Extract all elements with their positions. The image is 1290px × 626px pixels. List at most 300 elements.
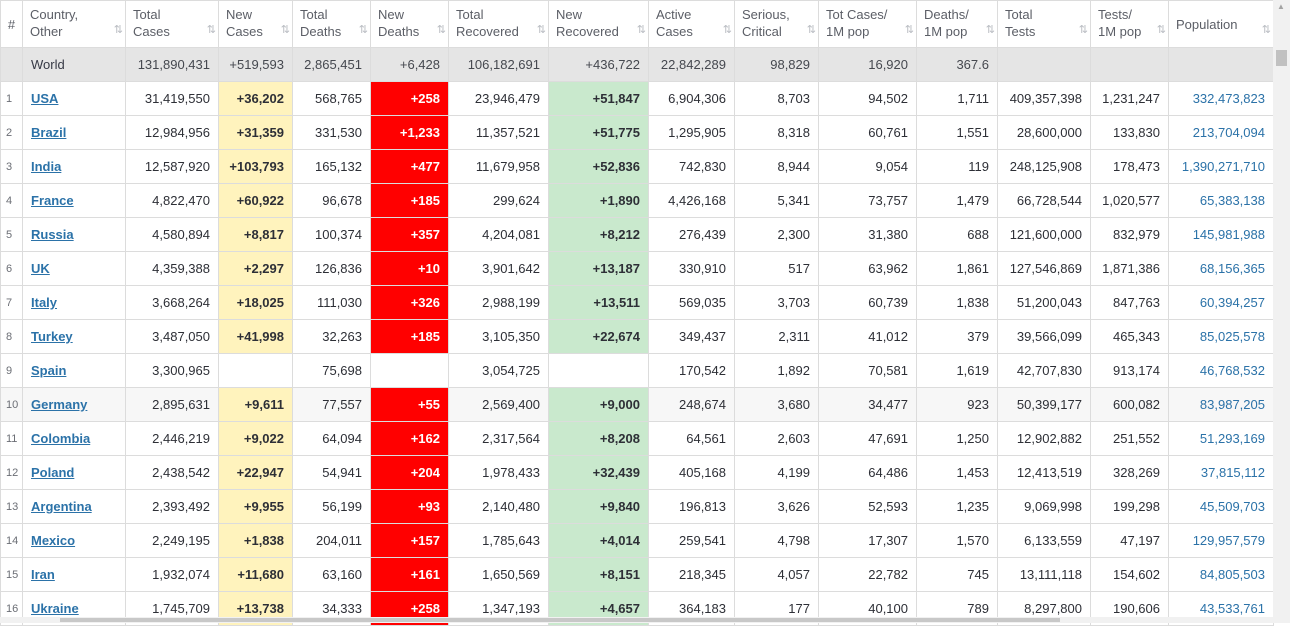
new-recovered-cell: +13,511 <box>549 286 649 320</box>
tests-per-million-cell: 600,082 <box>1091 388 1169 422</box>
new-recovered-cell: +51,775 <box>549 116 649 150</box>
tests-per-million-cell <box>1091 48 1169 82</box>
total-recovered-cell: 11,357,521 <box>449 116 549 150</box>
horizontal-scrollbar[interactable] <box>0 617 1273 623</box>
population-cell: 68,156,365 <box>1169 252 1274 286</box>
deaths-per-million-cell: 1,570 <box>917 524 998 558</box>
total-tests-cell: 66,728,544 <box>998 184 1091 218</box>
new-deaths-cell: +162 <box>371 422 449 456</box>
table-row <box>1 456 1274 490</box>
cases-per-million-cell: 9,054 <box>819 150 917 184</box>
cases-per-million-cell: 60,739 <box>819 286 917 320</box>
country-link[interactable]: Colombia <box>31 431 91 446</box>
header-total-deaths[interactable] <box>293 1 371 48</box>
new-recovered-cell: +8,208 <box>549 422 649 456</box>
population-cell: 129,957,579 <box>1169 524 1274 558</box>
population-cell: 45,509,703 <box>1169 490 1274 524</box>
population-cell: 65,383,138 <box>1169 184 1274 218</box>
sort-icon[interactable]: ⇅ <box>113 24 121 36</box>
total-deaths-cell: 32,263 <box>293 320 371 354</box>
tests-per-million-cell: 1,231,247 <box>1091 82 1169 116</box>
population-cell: 1,390,271,710 <box>1169 150 1274 184</box>
cases-per-million-cell: 22,782 <box>819 558 917 592</box>
total-cases-cell: 4,359,388 <box>126 252 219 286</box>
country-cell <box>23 524 126 558</box>
active-cases-cell: 170,542 <box>649 354 735 388</box>
population-cell: 83,987,205 <box>1169 388 1274 422</box>
new-cases-cell: +9,022 <box>219 422 293 456</box>
country-cell <box>23 218 126 252</box>
total-deaths-cell: 77,557 <box>293 388 371 422</box>
new-deaths-cell: +258 <box>371 82 449 116</box>
total-deaths-cell: 165,132 <box>293 150 371 184</box>
serious-critical-cell: 8,318 <box>735 116 819 150</box>
new-deaths-cell: +204 <box>371 456 449 490</box>
deaths-per-million-cell: 1,551 <box>917 116 998 150</box>
active-cases-cell: 64,561 <box>649 422 735 456</box>
total-cases-cell: 3,300,965 <box>126 354 219 388</box>
sort-icon[interactable]: ⇅ <box>904 24 912 36</box>
total-recovered-cell: 23,946,479 <box>449 82 549 116</box>
sort-icon[interactable]: ⇅ <box>1078 24 1086 36</box>
new-cases-cell: +8,817 <box>219 218 293 252</box>
new-cases-cell: +11,680 <box>219 558 293 592</box>
world-label: World <box>23 48 126 82</box>
total-deaths-cell: 100,374 <box>293 218 371 252</box>
rank-cell: 2 <box>1 116 23 150</box>
new-deaths-cell: +10 <box>371 252 449 286</box>
total-tests-cell: 409,357,398 <box>998 82 1091 116</box>
header-rank <box>1 1 23 48</box>
country-cell <box>23 456 126 490</box>
rank-cell: 1 <box>1 82 23 116</box>
new-recovered-cell: +9,840 <box>549 490 649 524</box>
header-label: Deaths/ <box>924 7 969 22</box>
active-cases-cell: 259,541 <box>649 524 735 558</box>
total-recovered-cell: 3,054,725 <box>449 354 549 388</box>
deaths-per-million-cell: 1,453 <box>917 456 998 490</box>
new-deaths-cell: +185 <box>371 184 449 218</box>
country-link[interactable]: Poland <box>31 465 75 480</box>
total-tests-cell: 6,133,559 <box>998 524 1091 558</box>
cases-per-million-cell: 70,581 <box>819 354 917 388</box>
header-population[interactable] <box>1169 1 1274 48</box>
new-recovered-cell: +13,187 <box>549 252 649 286</box>
total-tests-cell: 39,566,099 <box>998 320 1091 354</box>
serious-critical-cell: 3,680 <box>735 388 819 422</box>
country-link[interactable]: Ukraine <box>31 601 79 616</box>
header-cases-per-million[interactable] <box>819 1 917 48</box>
header-label: Deaths <box>378 24 420 39</box>
serious-critical-cell: 98,829 <box>735 48 819 82</box>
rank-cell: 4 <box>1 184 23 218</box>
sort-icon[interactable]: ⇅ <box>206 24 214 36</box>
deaths-per-million-cell: 688 <box>917 218 998 252</box>
table-row <box>1 320 1274 354</box>
new-deaths-cell: +55 <box>371 388 449 422</box>
header-deaths-per-million[interactable] <box>917 1 998 48</box>
header-label: Total <box>456 7 484 22</box>
new-recovered-cell: +32,439 <box>549 456 649 490</box>
total-deaths-cell: 54,941 <box>293 456 371 490</box>
table-row <box>1 490 1274 524</box>
new-deaths-cell: +6,428 <box>371 48 449 82</box>
active-cases-cell: 248,674 <box>649 388 735 422</box>
total-deaths-cell: 568,765 <box>293 82 371 116</box>
header-new-cases[interactable] <box>219 1 293 48</box>
serious-critical-cell: 4,199 <box>735 456 819 490</box>
total-cases-cell: 2,438,542 <box>126 456 219 490</box>
table-row <box>1 184 1274 218</box>
country-link[interactable]: Spain <box>31 363 67 378</box>
tests-per-million-cell: 1,020,577 <box>1091 184 1169 218</box>
country-cell <box>23 422 126 456</box>
table-row <box>1 558 1274 592</box>
new-cases-cell <box>219 354 293 388</box>
rank-cell: 14 <box>1 524 23 558</box>
table-row <box>1 422 1274 456</box>
table-row <box>1 116 1274 150</box>
active-cases-cell: 4,426,168 <box>649 184 735 218</box>
country-link[interactable]: India <box>31 159 62 174</box>
tests-per-million-cell: 1,871,386 <box>1091 252 1169 286</box>
sort-icon[interactable]: ⇅ <box>1156 24 1164 36</box>
serious-critical-cell: 2,300 <box>735 218 819 252</box>
active-cases-cell: 330,910 <box>649 252 735 286</box>
horizontal-scroll-thumb[interactable] <box>60 618 1060 622</box>
new-deaths-cell: +157 <box>371 524 449 558</box>
total-cases-cell: 4,580,894 <box>126 218 219 252</box>
header-label: Cases <box>226 24 263 39</box>
total-deaths-cell: 111,030 <box>293 286 371 320</box>
total-cases-cell: 131,890,431 <box>126 48 219 82</box>
total-cases-cell: 3,668,264 <box>126 286 219 320</box>
tests-per-million-cell: 178,473 <box>1091 150 1169 184</box>
country-link[interactable]: Mexico <box>31 533 76 548</box>
active-cases-cell: 196,813 <box>649 490 735 524</box>
population-cell: 332,473,823 <box>1169 82 1274 116</box>
table-row <box>1 388 1274 422</box>
deaths-per-million-cell: 1,838 <box>917 286 998 320</box>
header-active-cases[interactable] <box>649 1 735 48</box>
header-label: Active <box>656 7 692 22</box>
population-cell: 37,815,112 <box>1169 456 1274 490</box>
header-label: New <box>556 7 583 22</box>
total-cases-cell: 2,895,631 <box>126 388 219 422</box>
new-deaths-cell: +161 <box>371 558 449 592</box>
total-deaths-cell: 64,094 <box>293 422 371 456</box>
sort-icon[interactable]: ⇅ <box>636 24 644 36</box>
sort-icon[interactable]: ⇅ <box>985 24 993 36</box>
header-label: 1M pop <box>1098 24 1142 39</box>
new-deaths-cell: +357 <box>371 218 449 252</box>
new-recovered-cell: +22,674 <box>549 320 649 354</box>
total-deaths-cell: 56,199 <box>293 490 371 524</box>
deaths-per-million-cell: 1,479 <box>917 184 998 218</box>
total-recovered-cell: 3,105,350 <box>449 320 549 354</box>
sort-icon[interactable]: ⇅ <box>722 24 730 36</box>
header-label: Recovered <box>456 24 519 39</box>
total-recovered-cell: 11,679,958 <box>449 150 549 184</box>
serious-critical-cell: 4,057 <box>735 558 819 592</box>
tests-per-million-cell: 913,174 <box>1091 354 1169 388</box>
new-deaths-cell: +477 <box>371 150 449 184</box>
rank-cell: 3 <box>1 150 23 184</box>
country-cell <box>23 354 126 388</box>
cases-per-million-cell: 63,962 <box>819 252 917 286</box>
cases-per-million-cell: 47,691 <box>819 422 917 456</box>
rank-cell: 12 <box>1 456 23 490</box>
total-tests-cell: 127,546,869 <box>998 252 1091 286</box>
tests-per-million-cell: 847,763 <box>1091 286 1169 320</box>
header-label: Deaths <box>300 24 342 39</box>
active-cases-cell: 218,345 <box>649 558 735 592</box>
new-recovered-cell: +4,014 <box>549 524 649 558</box>
deaths-per-million-cell: 379 <box>917 320 998 354</box>
population-cell: 43,533,761 <box>1169 592 1274 626</box>
total-cases-cell: 2,249,195 <box>126 524 219 558</box>
population-cell: 84,805,503 <box>1169 558 1274 592</box>
total-deaths-cell: 126,836 <box>293 252 371 286</box>
country-link[interactable]: Argentina <box>31 499 92 514</box>
serious-critical-cell: 1,892 <box>735 354 819 388</box>
header-row <box>1 1 1274 48</box>
new-cases-cell: +60,922 <box>219 184 293 218</box>
total-cases-cell: 4,822,470 <box>126 184 219 218</box>
new-cases-cell: +1,838 <box>219 524 293 558</box>
cases-per-million-cell: 52,593 <box>819 490 917 524</box>
serious-critical-cell: 5,341 <box>735 184 819 218</box>
new-deaths-cell <box>371 354 449 388</box>
cases-per-million-cell: 94,502 <box>819 82 917 116</box>
country-link[interactable]: Brazil <box>31 125 67 140</box>
population-cell: 60,394,257 <box>1169 286 1274 320</box>
header-label: Population <box>1176 16 1238 32</box>
total-recovered-cell: 1,347,193 <box>449 592 549 626</box>
cases-per-million-cell: 34,477 <box>819 388 917 422</box>
total-cases-cell: 31,419,550 <box>126 82 219 116</box>
new-cases-cell: +9,611 <box>219 388 293 422</box>
tests-per-million-cell: 199,298 <box>1091 490 1169 524</box>
header-new-deaths[interactable] <box>371 1 449 48</box>
total-tests-cell: 50,399,177 <box>998 388 1091 422</box>
new-recovered-cell: +8,212 <box>549 218 649 252</box>
total-cases-cell: 2,446,219 <box>126 422 219 456</box>
rank-cell: 6 <box>1 252 23 286</box>
new-recovered-cell: +436,722 <box>549 48 649 82</box>
new-cases-cell: +18,025 <box>219 286 293 320</box>
header-label: Tests/ <box>1098 7 1132 22</box>
vertical-scrollbar[interactable] <box>1273 0 1290 623</box>
table-row <box>1 286 1274 320</box>
rank-cell: 11 <box>1 422 23 456</box>
total-recovered-cell: 2,569,400 <box>449 388 549 422</box>
rank-cell: 15 <box>1 558 23 592</box>
new-deaths-cell: +326 <box>371 286 449 320</box>
rank-cell: 9 <box>1 354 23 388</box>
vertical-scroll-thumb[interactable] <box>1276 50 1287 66</box>
total-deaths-cell: 204,011 <box>293 524 371 558</box>
sort-icon[interactable]: ⇅ <box>1261 24 1269 36</box>
rank-cell: 7 <box>1 286 23 320</box>
header-label: New <box>226 7 253 22</box>
serious-critical-cell: 8,703 <box>735 82 819 116</box>
header-label: 1M pop <box>924 24 968 39</box>
new-cases-cell: +103,793 <box>219 150 293 184</box>
header-label: Cases <box>656 24 693 39</box>
active-cases-cell: 276,439 <box>649 218 735 252</box>
active-cases-cell: 405,168 <box>649 456 735 490</box>
tests-per-million-cell: 154,602 <box>1091 558 1169 592</box>
world-row <box>1 48 1274 82</box>
header-label: Country, <box>30 7 79 22</box>
population-cell <box>1169 48 1274 82</box>
deaths-per-million-cell: 1,235 <box>917 490 998 524</box>
population-cell: 51,293,169 <box>1169 422 1274 456</box>
country-link[interactable]: UK <box>31 261 50 276</box>
total-deaths-cell: 2,865,451 <box>293 48 371 82</box>
header-label: Other <box>30 24 63 39</box>
table-row <box>1 354 1274 388</box>
table-row <box>1 82 1274 116</box>
country-cell <box>23 286 126 320</box>
header-total-recovered[interactable] <box>449 1 549 48</box>
serious-critical-cell: 4,798 <box>735 524 819 558</box>
new-recovered-cell: +51,847 <box>549 82 649 116</box>
table-row <box>1 524 1274 558</box>
cases-per-million-cell: 60,761 <box>819 116 917 150</box>
deaths-per-million-cell: 119 <box>917 150 998 184</box>
new-recovered-cell <box>549 354 649 388</box>
tests-per-million-cell: 465,343 <box>1091 320 1169 354</box>
cases-per-million-cell: 73,757 <box>819 184 917 218</box>
new-cases-cell: +22,947 <box>219 456 293 490</box>
rank-cell: 13 <box>1 490 23 524</box>
header-label: Tests <box>1005 24 1036 39</box>
new-cases-cell: +36,202 <box>219 82 293 116</box>
tests-per-million-cell: 133,830 <box>1091 116 1169 150</box>
total-tests-cell: 12,413,519 <box>998 456 1091 490</box>
population-cell: 85,025,578 <box>1169 320 1274 354</box>
new-recovered-cell: +52,836 <box>549 150 649 184</box>
header-label: 1M pop <box>826 24 870 39</box>
country-link[interactable]: Iran <box>31 567 55 582</box>
total-recovered-cell: 2,988,199 <box>449 286 549 320</box>
new-recovered-cell: +8,151 <box>549 558 649 592</box>
country-link[interactable]: Germany <box>31 397 88 412</box>
sort-icon[interactable]: ⇅ <box>806 24 814 36</box>
country-cell <box>23 116 126 150</box>
country-link[interactable]: France <box>31 193 74 208</box>
total-deaths-cell: 63,160 <box>293 558 371 592</box>
active-cases-cell: 569,035 <box>649 286 735 320</box>
total-recovered-cell: 1,978,433 <box>449 456 549 490</box>
total-recovered-cell: 1,650,569 <box>449 558 549 592</box>
total-tests-cell: 42,707,830 <box>998 354 1091 388</box>
sort-icon[interactable]: ⇅ <box>358 24 366 36</box>
country-link[interactable]: Turkey <box>31 329 73 344</box>
country-link[interactable]: USA <box>31 91 59 106</box>
sort-icon[interactable]: ⇅ <box>280 24 288 36</box>
deaths-per-million-cell: 923 <box>917 388 998 422</box>
table-row <box>1 150 1274 184</box>
cases-per-million-cell: 41,012 <box>819 320 917 354</box>
active-cases-cell: 22,842,289 <box>649 48 735 82</box>
header-label: Tot Cases/ <box>826 7 888 22</box>
new-cases-cell: +9,955 <box>219 490 293 524</box>
country-cell <box>23 320 126 354</box>
total-cases-cell: 3,487,050 <box>126 320 219 354</box>
serious-critical-cell: 2,603 <box>735 422 819 456</box>
total-tests-cell: 13,111,118 <box>998 558 1091 592</box>
new-cases-cell: +2,297 <box>219 252 293 286</box>
country-link[interactable]: Italy <box>31 295 58 310</box>
deaths-per-million-cell: 367.6 <box>917 48 998 82</box>
active-cases-cell: 349,437 <box>649 320 735 354</box>
population-cell: 213,704,094 <box>1169 116 1274 150</box>
tests-per-million-cell: 47,197 <box>1091 524 1169 558</box>
country-cell <box>23 252 126 286</box>
new-recovered-cell: +1,890 <box>549 184 649 218</box>
total-recovered-cell: 2,317,564 <box>449 422 549 456</box>
header-label: # <box>7 16 16 32</box>
header-total-cases[interactable] <box>126 1 219 48</box>
header-country[interactable] <box>23 1 126 48</box>
total-recovered-cell: 299,624 <box>449 184 549 218</box>
serious-critical-cell: 3,703 <box>735 286 819 320</box>
country-link[interactable]: Russia <box>31 227 74 242</box>
serious-critical-cell: 517 <box>735 252 819 286</box>
header-tests-per-million[interactable] <box>1091 1 1169 48</box>
header-new-recovered[interactable] <box>549 1 649 48</box>
tests-per-million-cell: 190,606 <box>1091 592 1169 626</box>
sort-icon[interactable]: ⇅ <box>436 24 444 36</box>
header-serious-critical[interactable] <box>735 1 819 48</box>
scroll-up-arrow-icon[interactable]: ▲ <box>1277 2 1285 11</box>
header-label: Total <box>300 7 328 22</box>
country-cell <box>23 184 126 218</box>
cases-per-million-cell: 16,920 <box>819 48 917 82</box>
total-recovered-cell: 106,182,691 <box>449 48 549 82</box>
header-label: Cases <box>133 24 170 39</box>
deaths-per-million-cell: 1,711 <box>917 82 998 116</box>
active-cases-cell: 742,830 <box>649 150 735 184</box>
cases-per-million-cell: 17,307 <box>819 524 917 558</box>
active-cases-cell: 1,295,905 <box>649 116 735 150</box>
deaths-per-million-cell: 1,619 <box>917 354 998 388</box>
total-tests-cell: 8,297,800 <box>998 592 1091 626</box>
total-recovered-cell: 1,785,643 <box>449 524 549 558</box>
population-cell: 145,981,988 <box>1169 218 1274 252</box>
total-tests-cell: 121,600,000 <box>998 218 1091 252</box>
active-cases-cell: 6,904,306 <box>649 82 735 116</box>
total-recovered-cell: 4,204,081 <box>449 218 549 252</box>
total-deaths-cell: 331,530 <box>293 116 371 150</box>
header-label: Serious, <box>742 7 790 22</box>
deaths-per-million-cell: 745 <box>917 558 998 592</box>
total-recovered-cell: 3,901,642 <box>449 252 549 286</box>
new-recovered-cell: +9,000 <box>549 388 649 422</box>
total-tests-cell <box>998 48 1091 82</box>
total-deaths-cell: 75,698 <box>293 354 371 388</box>
total-tests-cell: 248,125,908 <box>998 150 1091 184</box>
serious-critical-cell: 8,944 <box>735 150 819 184</box>
total-tests-cell: 12,902,882 <box>998 422 1091 456</box>
rank-cell: 5 <box>1 218 23 252</box>
serious-critical-cell: 3,626 <box>735 490 819 524</box>
sort-icon[interactable]: ⇅ <box>536 24 544 36</box>
header-total-tests[interactable] <box>998 1 1091 48</box>
